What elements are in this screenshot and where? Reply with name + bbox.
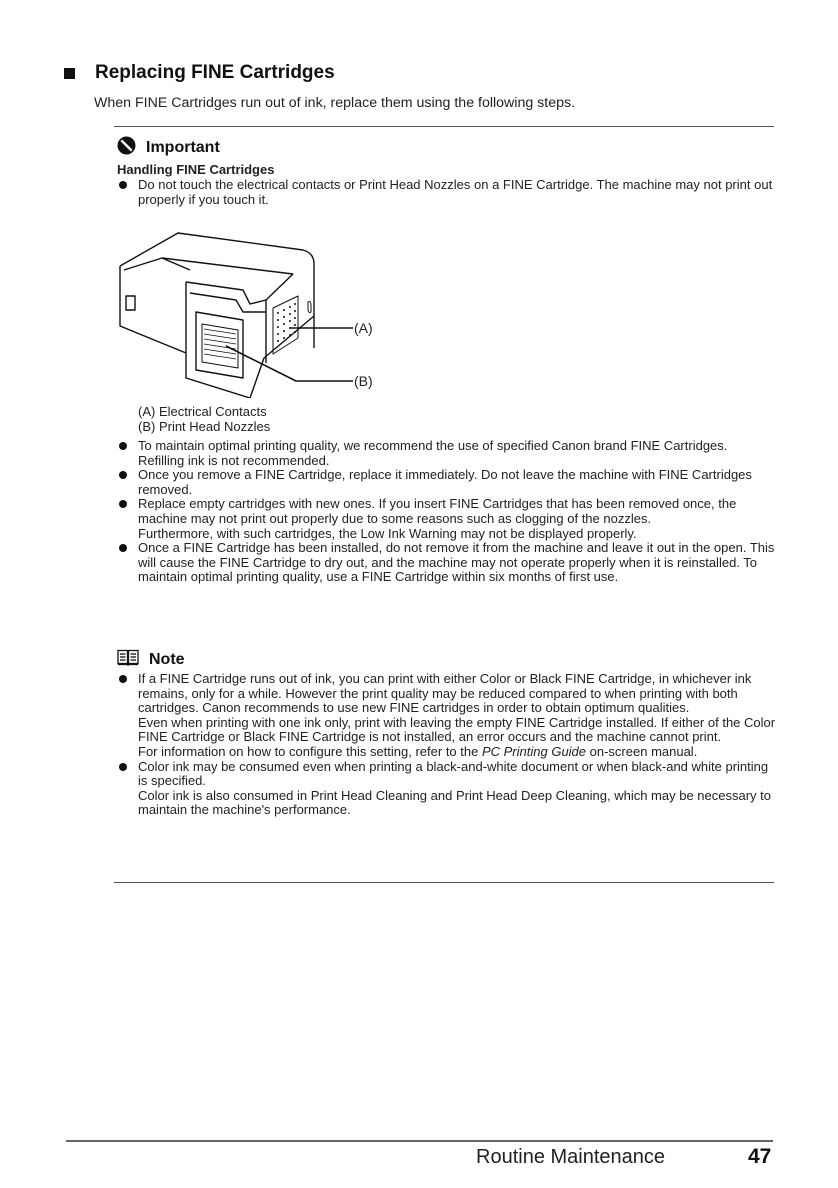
important-heading-text: Important [146, 139, 220, 156]
list-item [117, 672, 777, 760]
reference-text [138, 745, 777, 760]
reference-prefix: For information on how to configure this setting, refer to the [138, 743, 482, 759]
note-heading-text: Note [149, 651, 185, 668]
footer-chapter-title: Routine Maintenance [476, 1146, 666, 1168]
divider-top [114, 126, 774, 127]
bullet-icon [119, 763, 127, 771]
list-item-text: Color ink may be consumed even when printing a black-and-white document or when black-and white printing is specified. [138, 758, 769, 789]
list-item [117, 541, 777, 585]
important-icon [117, 136, 136, 160]
list-item-text: Once a FINE Cartridge has been installed, do not remove it from the machine and leave it out in the open. This will cause the FINE Cartridge to dry out, and the machine may not operate properly when it is reinstalled. To maintain optimal printing quality, use a FINE Cartridge within six months of first use. [138, 540, 775, 585]
list-item [117, 439, 777, 468]
handling-subheading: Handling FINE Cartridges [117, 162, 275, 177]
reference-suffix: on-screen manual. [586, 743, 698, 759]
important-first-item-block [117, 178, 777, 207]
page-number: 47 [748, 1145, 772, 1168]
list-item-text: Replace empty cartridges with new ones. If you insert FINE Cartridges that has been removed once, the machine may not print out properly due to some reasons such as clogging of the nozzles. [138, 496, 737, 526]
figure-caption [138, 405, 270, 434]
important-heading [117, 136, 220, 160]
bullet-icon [119, 471, 127, 479]
caption-line-a: (A) Electrical Contacts [138, 404, 267, 419]
important-list [117, 439, 777, 585]
list-item [117, 178, 777, 207]
list-item-text: Furthermore, with such cartridges, the Low Ink Warning may not be displayed properly. [138, 525, 637, 541]
caption-line-b: (B) Print Head Nozzles [138, 418, 271, 434]
divider-bottom [114, 882, 774, 883]
footer-rule [66, 1140, 773, 1142]
section-title-text: Replacing FINE Cartridges [95, 62, 335, 83]
note-book-icon [117, 649, 139, 671]
square-bullet-icon [64, 68, 75, 79]
figure-label-b: (B) [354, 373, 373, 389]
list-item-text: Even when printing with one ink only, print with leaving the empty FINE Cartridge installed. If either of the Color FINE Cartridge or Black FINE Cartridge is not installed, an error occurs and the machine cannot print. [138, 714, 776, 745]
list-item [117, 468, 777, 497]
bullet-icon [119, 675, 127, 683]
list-item [117, 760, 777, 818]
pc-printing-guide-title: PC Printing Guide [481, 743, 587, 759]
list-item-text: Color ink is also consumed in Print Head Cleaning and Print Head Deep Cleaning, which may be necessary to maintain the machine's performance. [138, 787, 772, 818]
note-list [117, 672, 777, 818]
note-heading [117, 649, 185, 671]
list-item-text: If a FINE Cartridge runs out of ink, you can print with either Color or Black FINE Cartridge, in whichever ink remains, only for a while. However the print quality may be reduced compared to when printing with both cartridges. Canon recommends to use new FINE cartridges in order to obtain optimum qualities. [138, 671, 752, 716]
bullet-icon [119, 442, 127, 450]
list-item-text: Do not touch the electrical contacts or Print Head Nozzles on a FINE Cartridge. The machine may not print out properly if you touch it. [138, 177, 773, 207]
section-title [64, 62, 335, 84]
list-item-text: Refilling ink is not recommended. [138, 452, 330, 468]
list-item [117, 497, 777, 541]
fine-cartridge-illustration [118, 228, 388, 398]
list-item-text: Once you remove a FINE Cartridge, replace it immediately. Do not leave the machine with FINE Cartridges removed. [138, 467, 752, 497]
section-intro: When FINE Cartridges run out of ink, replace them using the following steps. [94, 95, 576, 111]
cartridge-figure [118, 228, 388, 398]
list-item-text: To maintain optimal printing quality, we recommend the use of specified Canon brand FINE Cartridges. [138, 438, 728, 453]
bullet-icon [119, 544, 127, 552]
figure-label-a: (A) [354, 320, 373, 336]
bullet-icon [119, 181, 127, 189]
bullet-icon [119, 500, 127, 508]
